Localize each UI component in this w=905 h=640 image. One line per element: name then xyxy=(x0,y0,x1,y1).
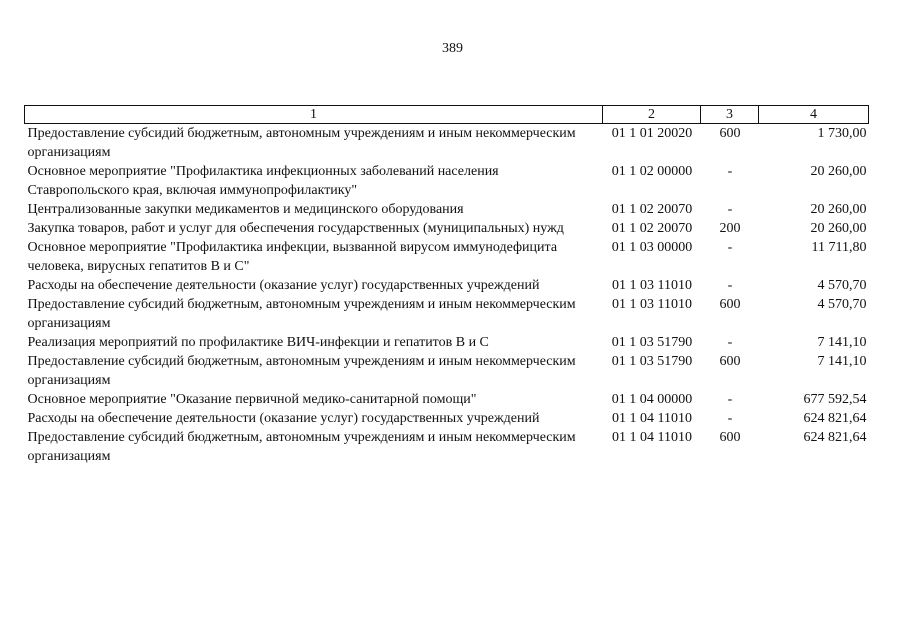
row-amount: 4 570,70 xyxy=(817,297,867,312)
table-body xyxy=(25,124,869,467)
page-number: 389 xyxy=(442,41,463,56)
row-amount: 11 711,80 xyxy=(811,240,867,255)
row-amount: 624 821,64 xyxy=(803,430,867,445)
row-type: - xyxy=(727,411,733,426)
row-amount: 20 260,00 xyxy=(810,221,867,236)
budget-table xyxy=(24,105,869,466)
header-row xyxy=(25,106,869,124)
row-name: Основное мероприятие "Профилактика инфекции, вызванной вирусом иммунодефицита человека, вирусных гепатитов В и С" xyxy=(27,240,558,274)
row-code: 01 1 04 00000 xyxy=(611,392,693,407)
row-amount: 677 592,54 xyxy=(803,392,867,407)
row-type: 200 xyxy=(719,221,741,236)
table-row xyxy=(25,409,869,428)
row-name: Расходы на обеспечение деятельности (оказание услуг) государственных учреждений xyxy=(27,278,540,293)
row-type: - xyxy=(727,202,733,217)
row-amount: 20 260,00 xyxy=(810,202,867,217)
row-code: 01 1 02 20070 xyxy=(611,221,693,236)
row-amount: 7 141,10 xyxy=(817,335,867,350)
row-code: 01 1 03 51790 xyxy=(611,335,693,350)
row-type: 600 xyxy=(719,354,741,369)
row-code: 01 1 03 00000 xyxy=(611,240,693,255)
row-name: Предоставление субсидий бюджетным, автономным учреждениям и иным некоммерческим организациям xyxy=(27,126,576,160)
row-code: 01 1 02 20070 xyxy=(611,202,693,217)
row-amount: 7 141,10 xyxy=(817,354,867,369)
row-amount: 20 260,00 xyxy=(810,164,867,179)
column-header-amount: 4 xyxy=(759,106,869,124)
row-code: 01 1 04 11010 xyxy=(612,411,692,426)
column-header-name: 1 xyxy=(25,106,603,124)
row-name: Предоставление субсидий бюджетным, автономным учреждениям и иным некоммерческим организациям xyxy=(27,354,576,388)
table-row xyxy=(25,276,869,295)
row-type: 600 xyxy=(719,430,741,445)
row-type: 600 xyxy=(719,126,741,141)
row-name: Основное мероприятие "Оказание первичной медико-санитарной помощи" xyxy=(27,392,477,407)
row-code: 01 1 04 11010 xyxy=(612,430,692,445)
table-header xyxy=(25,106,869,124)
table-row xyxy=(25,238,869,276)
row-type: 600 xyxy=(719,297,741,312)
row-code: 01 1 02 00000 xyxy=(611,164,693,179)
row-code: 01 1 03 11010 xyxy=(612,297,692,312)
table-row xyxy=(25,352,869,390)
row-type: - xyxy=(727,335,733,350)
row-type: - xyxy=(727,164,733,179)
column-header-code: 2 xyxy=(603,106,701,124)
table-row xyxy=(25,219,869,238)
row-name: Закупка товаров, работ и услуг для обеспечения государственных (муниципальных) нужд xyxy=(27,221,564,236)
row-type: - xyxy=(727,278,733,293)
row-name: Централизованные закупки медикаментов и медицинского оборудования xyxy=(27,202,464,217)
row-code: 01 1 03 11010 xyxy=(612,278,692,293)
row-amount: 4 570,70 xyxy=(817,278,867,293)
row-code: 01 1 01 20020 xyxy=(611,126,693,141)
row-type: - xyxy=(727,392,733,407)
table-row xyxy=(25,333,869,352)
row-name: Расходы на обеспечение деятельности (оказание услуг) государственных учреждений xyxy=(27,411,540,426)
row-amount: 1 730,00 xyxy=(817,126,867,141)
table-row xyxy=(25,162,869,200)
row-name: Предоставление субсидий бюджетным, автономным учреждениям и иным некоммерческим организациям xyxy=(27,297,576,331)
row-type: - xyxy=(727,240,733,255)
column-header-type: 3 xyxy=(701,106,759,124)
row-name: Основное мероприятие "Профилактика инфекционных заболеваний населения Ставропольского края, включая иммунопрофилактику" xyxy=(27,164,499,198)
row-name: Реализация мероприятий по профилактике ВИЧ-инфекции и гепатитов В и С xyxy=(27,335,489,350)
row-name: Предоставление субсидий бюджетным, автономным учреждениям и иным некоммерческим организациям xyxy=(27,430,576,464)
row-code: 01 1 03 51790 xyxy=(611,354,693,369)
table-row xyxy=(25,428,869,466)
table-row xyxy=(25,295,869,333)
row-amount: 624 821,64 xyxy=(803,411,867,426)
table-row xyxy=(25,124,869,163)
table-row xyxy=(25,390,869,409)
table-row xyxy=(25,200,869,219)
